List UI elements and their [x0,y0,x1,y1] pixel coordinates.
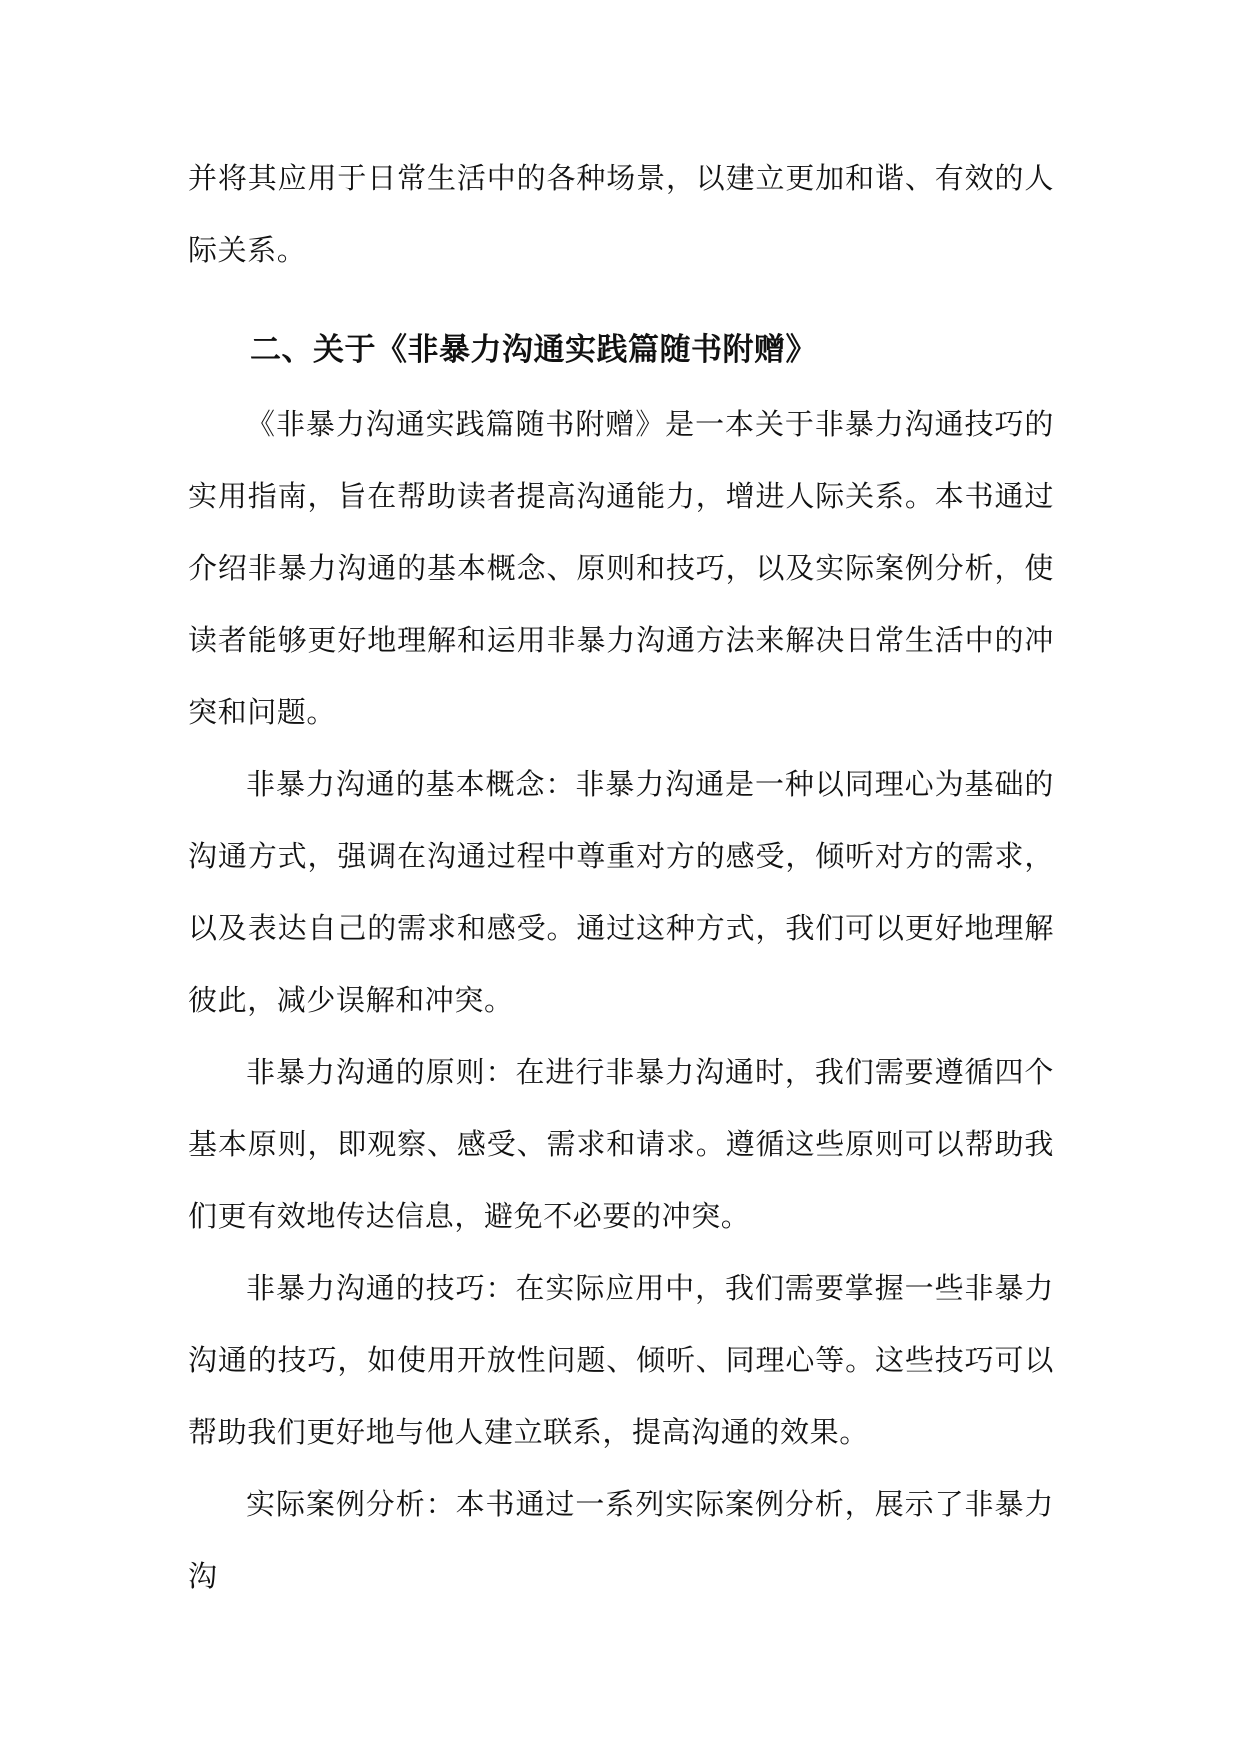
continuation-paragraph: 并将其应用于日常生活中的各种场景，以建立更加和谐、有效的人际关系。 [188,161,1054,267]
section-heading: 二、关于《非暴力沟通实践篇随书附赠》 [250,332,817,368]
page-content [188,142,1054,1612]
paragraph-basic-concept: 非暴力沟通的基本概念：非暴力沟通是一种以同理心为基础的沟通方式，强调在沟通过程中尊重对方的感受，倾听对方的需求，以及表达自己的需求和感受。通过这种方式，我们可以更好地理解彼此，减少误解和冲突。 [188,767,1054,1017]
paragraph-techniques: 非暴力沟通的技巧：在实际应用中，我们需要掌握一些非暴力沟通的技巧，如使用开放性问题、倾听、同理心等。这些技巧可以帮助我们更好地与他人建立联系，提高沟通的效果。 [188,1271,1054,1449]
paragraph-book-intro: 《非暴力沟通实践篇随书附赠》是一本关于非暴力沟通技巧的实用指南，旨在帮助读者提高沟通能力，增进人际关系。本书通过介绍非暴力沟通的基本概念、原则和技巧，以及实际案例分析，使读者能够更好地理解和运用非暴力沟通方法来解决日常生活中的冲突和问题。 [188,407,1054,729]
paragraph-case-analysis: 实际案例分析：本书通过一系列实际案例分析，展示了非暴力沟 [188,1487,1054,1593]
paragraph-principles: 非暴力沟通的原则：在进行非暴力沟通时，我们需要遵循四个基本原则，即观察、感受、需求和请求。遵循这些原则可以帮助我们更有效地传达信息，避免不必要的冲突。 [188,1055,1054,1233]
